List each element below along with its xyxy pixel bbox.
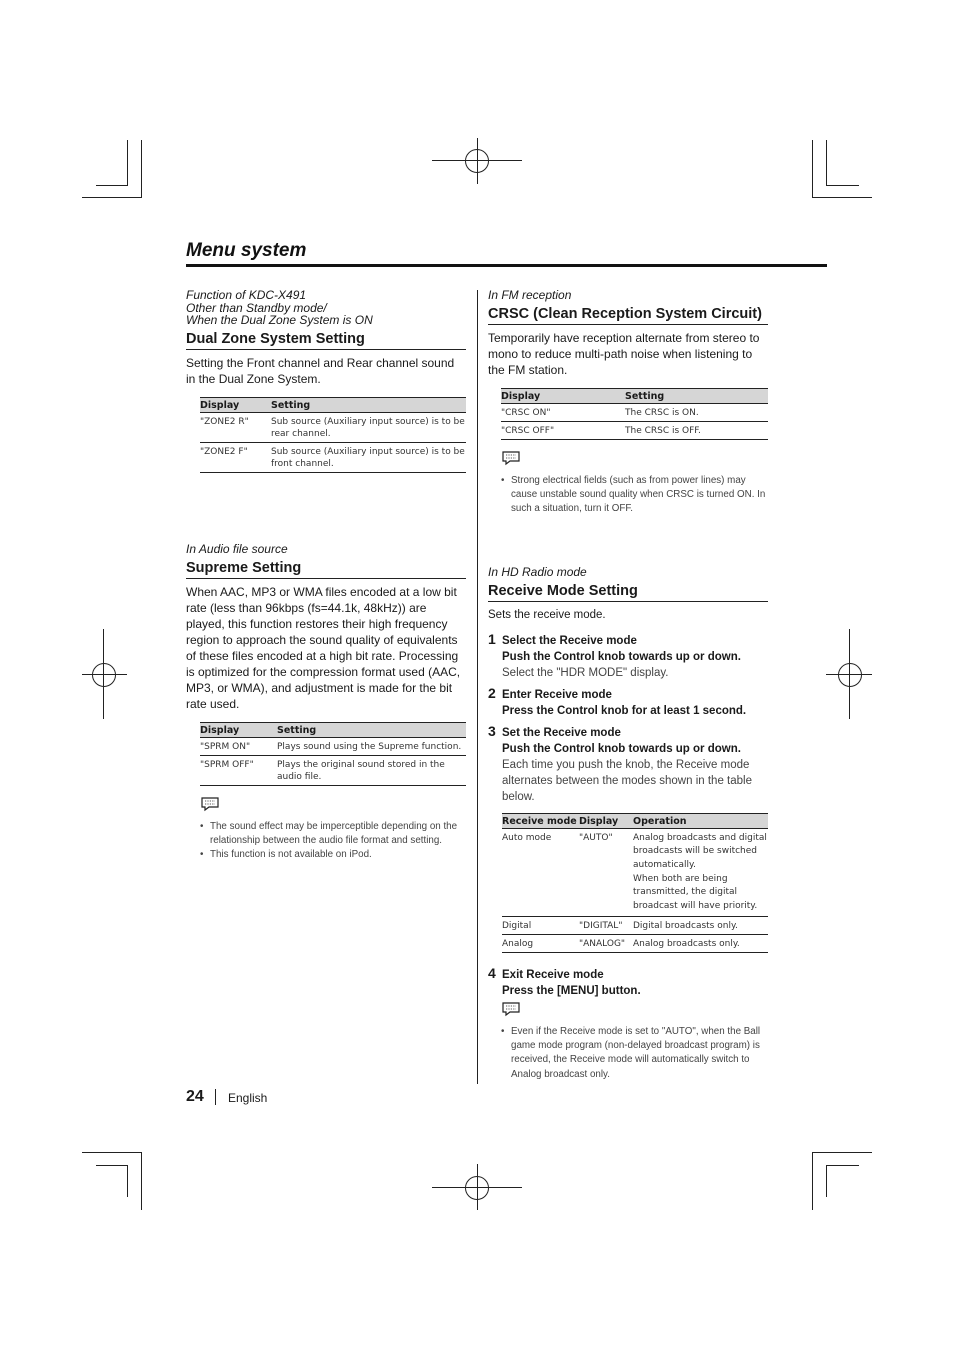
- table-row: [200, 755, 466, 785]
- table-row: [501, 403, 768, 421]
- step-action: Push the Control knob towards up or down.: [502, 650, 741, 663]
- supreme-notes: [200, 820, 466, 863]
- table-cell: Sub source (Auxiliary input source) is to be rear channel.: [271, 412, 466, 442]
- note-icon: [200, 796, 220, 812]
- table-header: Setting: [277, 722, 466, 737]
- table-cell: "ANALOG": [579, 934, 633, 952]
- dual-zone-context-2: Other than Standby mode/: [186, 300, 327, 315]
- note-item: • Even if the Receive mode is set to "AUTO", when the Ball game mode program (non-delayed broadcast program) is received, the Receive mode will automatically switch to Analog broadcast only.: [511, 1025, 768, 1082]
- table-cell: [633, 828, 768, 916]
- table-cell: "SPRM ON": [200, 737, 277, 755]
- table-cell: Digital: [502, 916, 579, 934]
- step-4: [488, 964, 768, 999]
- footer-separator: [215, 1089, 216, 1105]
- supreme-section: [186, 543, 466, 862]
- crsc-notes: [501, 474, 768, 517]
- table-cell: Digital broadcasts only.: [633, 916, 768, 934]
- supreme-table: [200, 722, 466, 786]
- table-row: [502, 828, 768, 916]
- table-row: [502, 934, 768, 952]
- table-cell: "CRSC ON": [501, 403, 625, 421]
- table-header: Display: [200, 397, 271, 412]
- table-cell: Auto mode: [502, 828, 579, 916]
- note-icon: [501, 450, 521, 466]
- table-cell: Plays the original sound stored in the audio file.: [277, 755, 466, 785]
- table-header: Receive mode: [502, 813, 579, 828]
- step-title: Select the Receive mode: [502, 634, 637, 647]
- dual-zone-context-3: When the Dual Zone System is ON: [186, 313, 373, 327]
- dual-zone-body: Setting the Front channel and Rear channel sound in the Dual Zone System.: [186, 355, 455, 386]
- page-title: Menu system: [186, 240, 307, 261]
- step-number: 3: [488, 722, 496, 739]
- crsc-section: [488, 289, 768, 516]
- note-item: • This function is not available on iPod.: [210, 848, 466, 862]
- receive-section: [488, 566, 768, 1082]
- step-number: 4: [488, 964, 496, 981]
- receive-mode-table: [502, 813, 768, 953]
- table-row: [200, 737, 466, 755]
- table-cell: Analog: [502, 934, 579, 952]
- step-1: [488, 630, 768, 681]
- step-action: Push the Control knob towards up or down.: [502, 742, 741, 755]
- supreme-heading: Supreme Setting: [186, 560, 466, 579]
- step-detail: Select the "HDR MODE" display.: [502, 666, 669, 679]
- page-number: 24: [186, 1088, 204, 1105]
- step-title: Set the Receive mode: [502, 726, 621, 739]
- table-cell: Sub source (Auxiliary input source) is to be front channel.: [271, 442, 466, 472]
- operation-text: Analog broadcasts and digital broadcasts will be switched automatically.: [633, 832, 767, 870]
- note-icon: [501, 1001, 521, 1017]
- table-row: [200, 412, 466, 442]
- note-item: • The sound effect may be imperceptible depending on the relationship between the audio file format and setting.: [210, 820, 466, 849]
- table-cell: The CRSC is OFF.: [625, 421, 768, 439]
- table-cell: "ZONE2 F": [200, 442, 271, 472]
- note-item: • Strong electrical fields (such as from power lines) may cause unstable sound quality when CRSC is turned ON. In such a situation, turn it OFF.: [511, 474, 768, 517]
- operation-text: When both are being transmitted, the digital broadcast will have priority.: [633, 873, 758, 912]
- table-header: Setting: [625, 388, 768, 403]
- crsc-table: [501, 388, 768, 440]
- dual-zone-heading: Dual Zone System Setting: [186, 331, 466, 350]
- column-divider: [477, 290, 478, 1084]
- crsc-heading: CRSC (Clean Reception System Circuit): [488, 306, 768, 325]
- step-action: Press the Control knob for at least 1 second.: [502, 704, 747, 717]
- step-2: [488, 684, 768, 719]
- step-title: Enter Receive mode: [502, 688, 612, 701]
- step-detail: Each time you push the knob, the Receive mode alternates between the modes shown in the table below.: [502, 758, 752, 803]
- table-cell: "ZONE2 R": [200, 412, 271, 442]
- table-cell: "CRSC OFF": [501, 421, 625, 439]
- table-cell: "DIGITAL": [579, 916, 633, 934]
- table-cell: "AUTO": [579, 828, 633, 916]
- dual-zone-table: [200, 397, 466, 473]
- crsc-body: Temporarily have reception alternate from stereo to mono to reduce multi-path noise when listening to the FM station.: [488, 330, 760, 377]
- table-cell: Analog broadcasts only.: [633, 934, 768, 952]
- dual-zone-context-1: Function of KDC-X491: [186, 288, 307, 302]
- page-language: English: [228, 1091, 268, 1105]
- table-header: Display: [200, 722, 277, 737]
- table-cell: The CRSC is ON.: [625, 403, 768, 421]
- step-number: 1: [488, 630, 496, 647]
- step-number: 2: [488, 684, 496, 701]
- table-header: Operation: [633, 813, 768, 828]
- crsc-context: In FM reception: [488, 288, 572, 302]
- step-3: [488, 722, 768, 805]
- receive-heading: Receive Mode Setting: [488, 583, 768, 602]
- receive-notes: [501, 1025, 768, 1082]
- table-row: [502, 916, 768, 934]
- supreme-context: In Audio file source: [186, 542, 288, 556]
- supreme-body: When AAC, MP3 or WMA files encoded at a low bit rate (less than 96kbps (fs=44.1k, 48kHz)) are played, this function restores their high frequency region to approach the sound quality of equivalents of these files encoded at a high bit rate. Processing is optimized for the compression format used (AAC, MP3, or WMA), and adjustment is made for the bit rate used.: [186, 584, 461, 711]
- receive-intro: Sets the receive mode.: [488, 608, 606, 621]
- table-row: [200, 442, 466, 472]
- dual-zone-section: [186, 289, 466, 473]
- table-cell: "SPRM OFF": [200, 755, 277, 785]
- table-header: Display: [579, 813, 633, 828]
- step-title: Exit Receive mode: [502, 968, 604, 981]
- table-cell: Plays sound using the Supreme function.: [277, 737, 466, 755]
- table-row: [501, 421, 768, 439]
- title-rule: [186, 264, 827, 267]
- step-action: Press the [MENU] button.: [502, 984, 641, 997]
- table-header: Display: [501, 388, 625, 403]
- table-header: Setting: [271, 397, 466, 412]
- receive-context: In HD Radio mode: [488, 565, 587, 579]
